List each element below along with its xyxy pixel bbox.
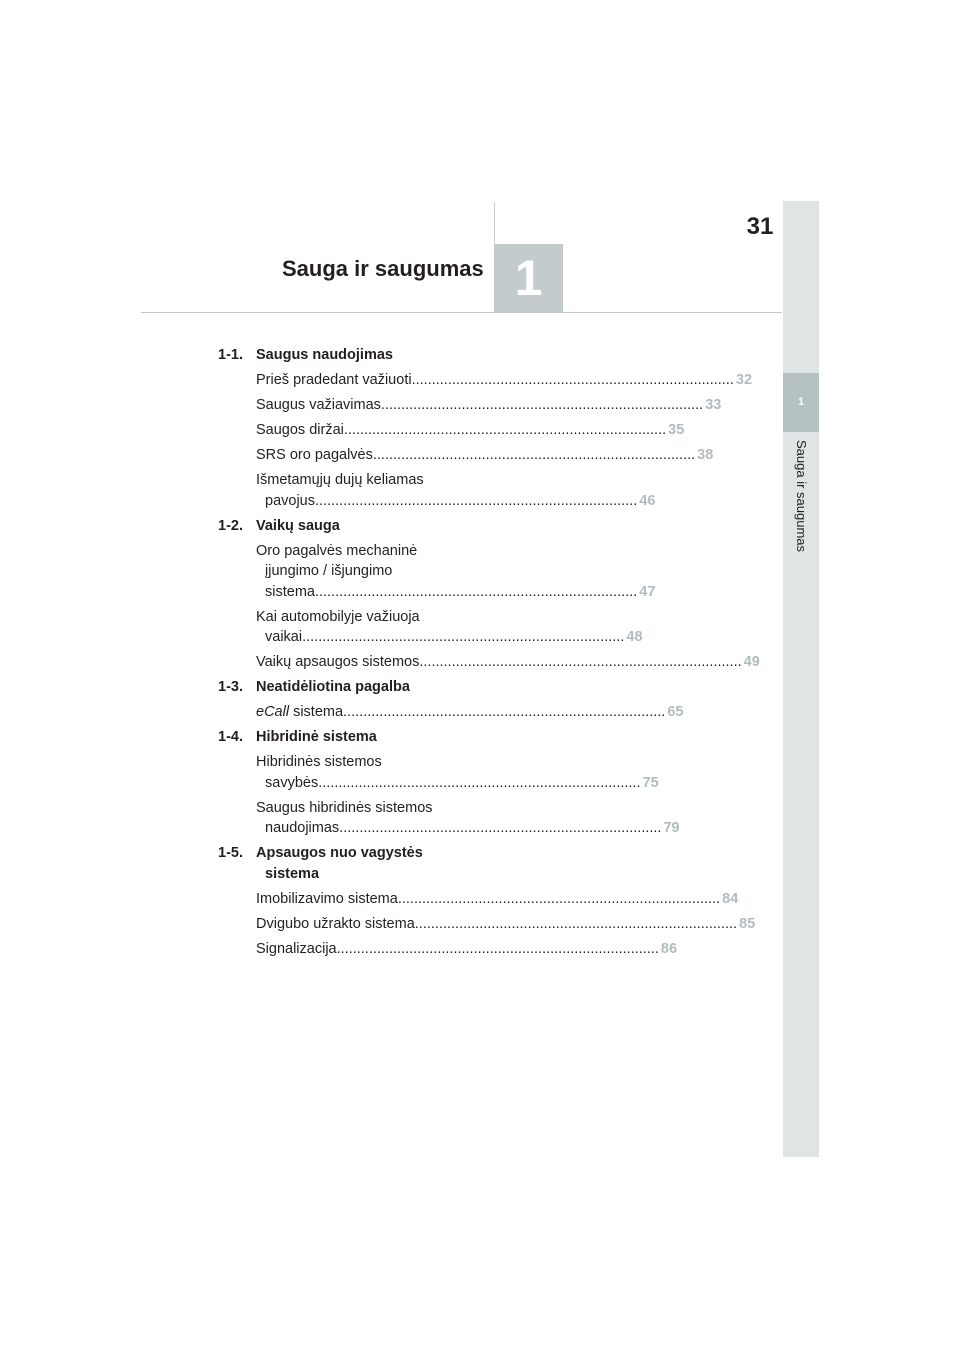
toc-entry-text: sistema xyxy=(265,583,315,600)
toc-entry[interactable] xyxy=(256,445,714,465)
toc-section-title-cont: sistema xyxy=(265,865,320,882)
toc-entry-text: Hibridinės sistemos xyxy=(256,754,382,770)
toc-section-title[interactable]: Hibridinė sistema xyxy=(256,729,377,745)
toc-page-number[interactable]: 46 xyxy=(639,492,656,509)
toc-entry-text: Oro pagalvės mechaninė xyxy=(256,542,418,559)
toc-section-title[interactable]: Neatidėliotina pagalba xyxy=(256,679,410,695)
toc-entry-text: vaikai xyxy=(265,629,303,645)
toc-page-number[interactable]: 33 xyxy=(705,397,722,413)
toc-entry-text: Dvigubo užrakto sistema xyxy=(256,915,415,932)
toc-page-number[interactable]: 38 xyxy=(697,447,714,463)
toc-page-number[interactable]: 86 xyxy=(660,940,678,957)
toc-page-number[interactable]: 49 xyxy=(743,654,760,670)
toc-page-number[interactable]: 85 xyxy=(739,915,756,932)
toc-section-number: 1-4. xyxy=(218,729,243,745)
toc-leader-dots: ................................................................................ xyxy=(302,629,625,645)
toc-entry-text: Vaikų apsaugos sistemos xyxy=(256,654,420,670)
toc-entry-text: eCall sistema xyxy=(256,704,344,720)
toc-entry-text: Kai automobilyje važiuoja xyxy=(256,608,420,625)
side-strip xyxy=(783,201,819,1157)
toc-entry-line xyxy=(256,798,466,818)
toc-page-number[interactable]: 65 xyxy=(667,704,684,720)
toc-leader-dots: ................................................................................ xyxy=(336,940,659,957)
toc-entry-text: įjungimo / išjungimo xyxy=(265,563,393,579)
toc-entry-line xyxy=(256,561,466,581)
toc-entry-text: pavojus xyxy=(265,492,315,509)
toc-leader-dots: ................................................................................ xyxy=(419,654,742,670)
side-label: Sauga ir saugumas xyxy=(794,440,809,553)
toc-section-title[interactable]: Vaikų sauga xyxy=(256,517,340,534)
toc-section-number: 1-2. xyxy=(218,517,243,534)
toc-entry[interactable] xyxy=(256,914,756,934)
toc-entry-text: Saugos diržai xyxy=(256,422,344,438)
toc-leader-dots: ................................................................................ xyxy=(318,774,641,791)
toc-entry-text: Prieš pradedant važiuoti xyxy=(256,372,412,388)
toc-entry[interactable] xyxy=(256,627,643,647)
toc-leader-dots: ................................................................................ xyxy=(339,820,662,836)
toc-entry[interactable] xyxy=(256,773,659,793)
toc-entry[interactable] xyxy=(256,939,678,959)
toc-entry-text: Signalizacija xyxy=(256,940,337,957)
toc-leader-dots: ................................................................................ xyxy=(372,447,696,463)
toc-entry[interactable] xyxy=(256,370,753,390)
toc-section-title[interactable]: Apsaugos nuo vagystės xyxy=(256,845,423,861)
toc-entry-line xyxy=(256,607,466,627)
toc-leader-dots: ................................................................................ xyxy=(397,890,721,907)
toc-page-number[interactable]: 35 xyxy=(668,422,685,438)
toc-entry-line xyxy=(256,752,466,772)
toc-section-number: 1-3. xyxy=(218,679,243,695)
chapter-title: Sauga ir saugumas xyxy=(282,256,484,281)
toc-section-number: 1-5. xyxy=(218,845,243,861)
toc-leader-dots: ................................................................................ xyxy=(343,704,666,720)
chapter-number-box: 1 xyxy=(494,244,563,313)
toc-entry-line xyxy=(256,541,466,561)
toc-entry-line xyxy=(256,470,466,490)
toc-entry[interactable] xyxy=(256,818,680,838)
toc-leader-dots: ................................................................................ xyxy=(343,422,667,438)
toc-leader-dots: ................................................................................ xyxy=(414,915,738,932)
toc-entry-text: Išmetamųjų dujų keliamas xyxy=(256,472,424,488)
toc-entry[interactable] xyxy=(256,582,656,602)
toc-entry-text: Saugus hibridinės sistemos xyxy=(256,799,433,816)
toc-entry[interactable] xyxy=(256,652,760,672)
toc-leader-dots: ................................................................................ xyxy=(380,397,704,413)
toc-leader-dots: ................................................................................ xyxy=(411,372,734,388)
toc-section-number: 1-1. xyxy=(218,347,243,363)
toc-page-number[interactable]: 84 xyxy=(722,890,739,907)
toc-entry[interactable] xyxy=(256,395,722,415)
toc-leader-dots: ................................................................................ xyxy=(314,492,638,509)
toc-entry[interactable] xyxy=(256,420,685,440)
page-number: 31 xyxy=(746,213,774,240)
toc-entry-text: naudojimas xyxy=(265,820,340,836)
toc-section-title[interactable]: Saugus naudojimas xyxy=(256,347,393,363)
divider-horizontal xyxy=(141,312,782,313)
toc-entry-text: Saugus važiavimas xyxy=(256,397,381,413)
toc-page-number[interactable]: 32 xyxy=(735,372,753,388)
toc-leader-dots: ................................................................................ xyxy=(314,583,638,600)
toc-entry-text: savybės xyxy=(265,774,319,791)
toc-page-number[interactable]: 75 xyxy=(642,774,659,791)
divider-vertical xyxy=(494,202,495,244)
toc-page-number[interactable]: 47 xyxy=(639,583,656,600)
toc-entry-text: SRS oro pagalvės xyxy=(256,447,373,463)
toc-entry[interactable] xyxy=(256,889,739,909)
toc-entry[interactable] xyxy=(256,491,656,511)
toc-page-number[interactable]: 79 xyxy=(663,820,680,836)
toc-entry[interactable] xyxy=(256,702,684,722)
side-tab-chapter[interactable]: 1 xyxy=(783,373,819,432)
toc-entry-text: Imobilizavimo sistema xyxy=(256,890,398,907)
toc-page-number[interactable]: 48 xyxy=(626,629,643,645)
